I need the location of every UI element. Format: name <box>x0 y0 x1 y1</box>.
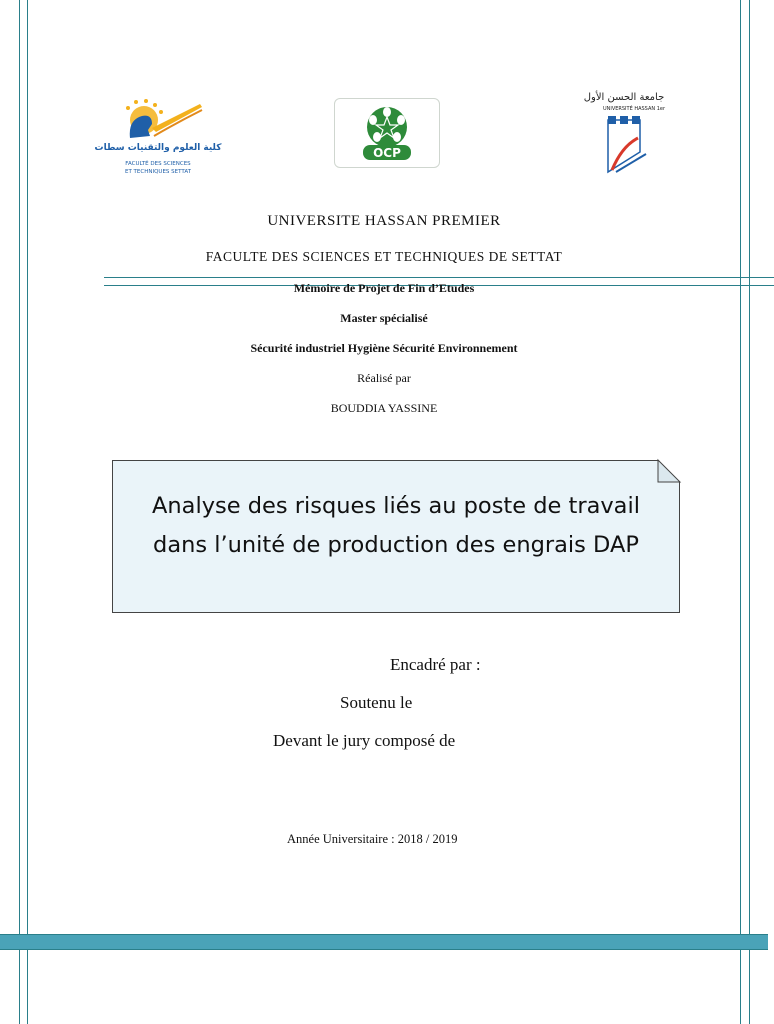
thesis-title-line-1: Analyse des risques liés au poste de travail <box>152 493 640 519</box>
ocp-logo <box>334 98 440 168</box>
thesis-title-line-2: dans l’unité de production des engrais DAP <box>153 532 639 558</box>
bottom-band <box>0 934 768 950</box>
ocp-label: OCP <box>373 146 401 160</box>
academic-year: Année Universitaire : 2018 / 2019 <box>287 832 458 846</box>
fst-settat-logo <box>94 98 222 180</box>
uh1-logo <box>578 88 670 176</box>
fst-arabic-label: كلية العلوم والتقنيات سطات <box>94 143 222 153</box>
frame-line-right-outer <box>749 0 750 1024</box>
university-name: UNIVERSITE HASSAN PREMIER <box>267 213 501 229</box>
jury-label: Devant le jury composé de <box>273 731 456 750</box>
soutenu-le-label: Soutenu le <box>340 693 413 712</box>
faculty-name: FACULTE DES SCIENCES ET TECHNIQUES DE SETTAT <box>205 249 563 264</box>
fst-french-label-2: ET TECHNIQUES SETTAT <box>124 169 192 175</box>
memoire-type: Mémoire de Projet de Fin d’Etudes <box>293 281 475 295</box>
frame-line-right-inner <box>740 0 741 1024</box>
folded-corner-icon <box>658 460 680 482</box>
thesis-title <box>113 487 679 565</box>
specialty-label: Sécurité industriel Hygiène Sécurité Environnement <box>250 341 518 355</box>
fst-french-label-1: FACULTÉ DES SCIENCES <box>125 161 191 167</box>
encadre-par-label: Encadré par : <box>390 655 481 674</box>
frame-line-left-outer <box>19 0 20 1024</box>
author-name: BOUDDIA YASSINE <box>330 401 438 415</box>
frame-line-left-inner <box>27 0 28 1024</box>
master-label: Master spécialisé <box>340 311 428 325</box>
thesis-title-box <box>112 460 680 613</box>
divider-line-top <box>104 277 774 278</box>
realise-par-label: Réalisé par <box>357 371 411 385</box>
uh1-arabic-label: جامعة الحسن الأول <box>583 92 665 103</box>
uh1-french-label: UNIVERSITÉ HASSAN 1er <box>602 106 666 112</box>
